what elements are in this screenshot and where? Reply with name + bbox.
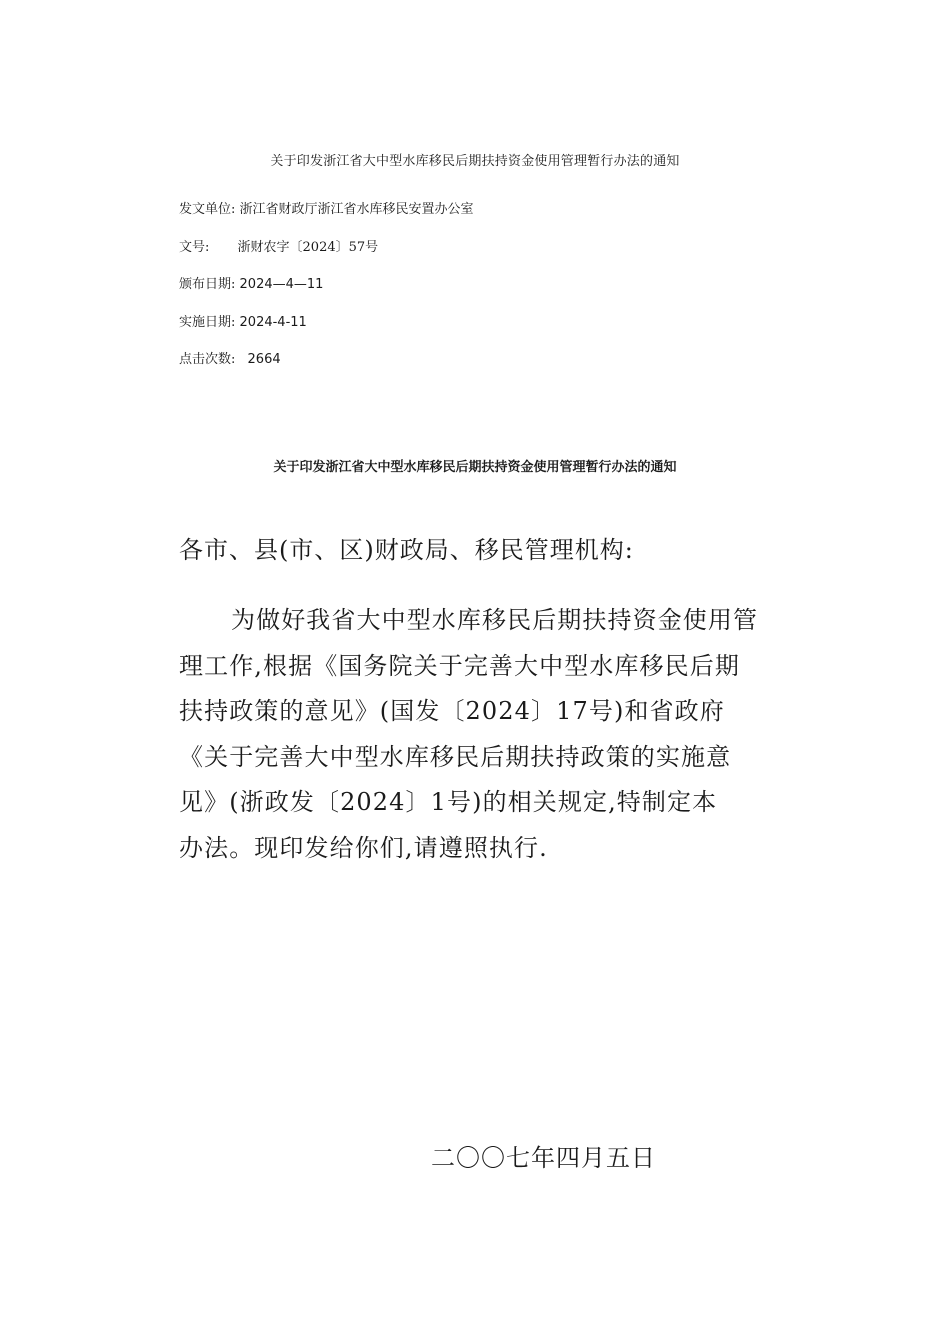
body-paragraph [179,598,779,872]
paragraph-line: 办法。现印发给你们,请遵照执行. [179,833,548,862]
paragraph-line: 《关于完善大中型水库移民后期扶持政策的实施意 [179,742,732,771]
signature-date: 二〇〇七年四月五日 [431,1144,656,1172]
paragraph-line: 理工作,根据《国务院关于完善大中型水库移民后期 [179,651,740,680]
publish-date-value: 2024—4—11 [239,277,324,292]
document-title: 关于印发浙江省大中型水库移民后期扶持资金使用管理暂行办法的通知 [273,460,677,475]
hits-value: 2664 [247,352,281,367]
effective-date-row [179,313,779,351]
publish-date-label: 颁布日期: [179,277,236,292]
publish-date-row [179,275,779,313]
effective-date-value: 2024-4-11 [239,314,307,330]
doc-number-value: 浙财农字〔2024〕57号 [237,239,379,255]
paragraph-line: 见》(浙政发〔2024〕1号)的相关规定,特制定本 [179,788,718,817]
issuer-row [179,200,779,238]
metadata-block [179,200,779,388]
salutation: 各市、县(市、区)财政局、移民管理机构: [179,536,634,564]
paragraph-line: 为做好我省大中型水库移民后期扶持资金使用管 [231,606,759,634]
doc-number-label: 文号: [179,239,210,255]
issuer-label: 发文单位: [179,202,236,217]
effective-date-label: 实施日期: [179,314,236,330]
header-title: 关于印发浙江省大中型水库移民后期扶持资金使用管理暂行办法的通知 [270,154,680,169]
paragraph-line: 扶持政策的意见》(国发〔2024〕17号)和省政府 [179,697,725,726]
hits-label: 点击次数: [179,352,236,367]
issuer-value: 浙江省财政厅浙江省水库移民安置办公室 [239,202,474,217]
hits-row [179,350,779,388]
doc-number-row [179,238,779,276]
